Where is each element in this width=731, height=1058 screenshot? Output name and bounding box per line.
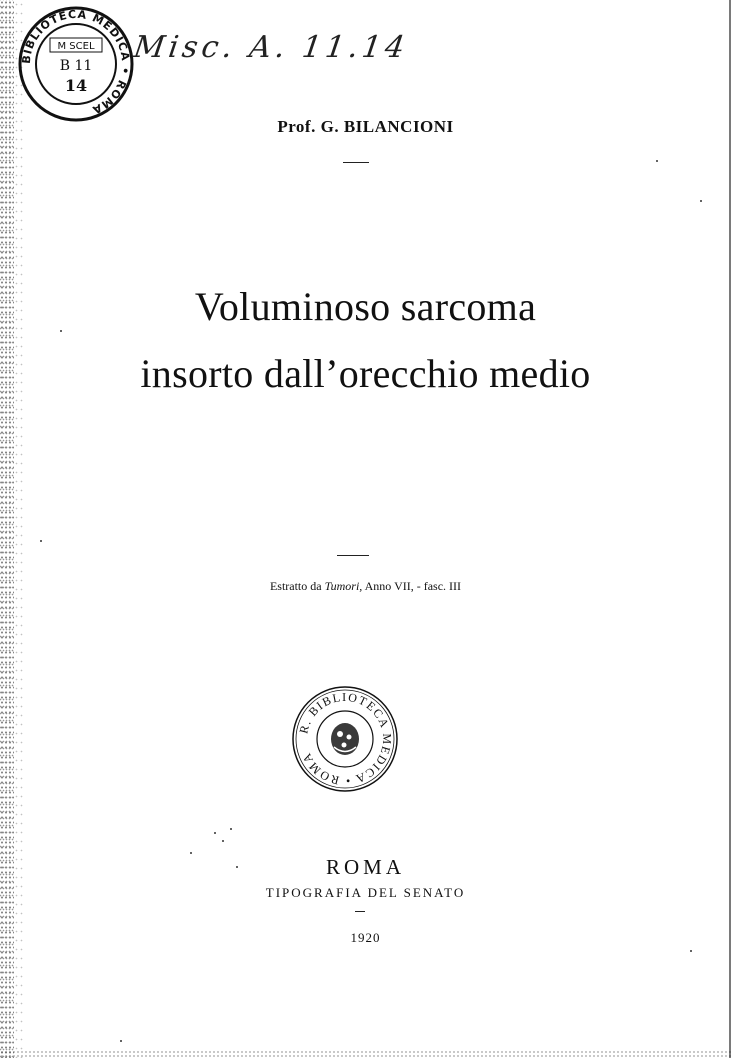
- extract-rule: [337, 555, 369, 556]
- stamp-shelf-line-3: 14: [64, 76, 88, 95]
- scan-speck: [700, 200, 702, 202]
- scan-bottom-noise: [0, 1050, 731, 1058]
- library-stamp-ring-text: BIBLIOTECA MEDICA • ROMA: [19, 7, 133, 117]
- scan-speck: [60, 330, 62, 332]
- extract-note: [0, 579, 731, 594]
- title-line-1: Voluminoso sarcoma: [194, 284, 537, 329]
- library-stamp: [16, 4, 136, 124]
- extract-suffix: Anno VII, - fasc. III: [364, 579, 462, 593]
- imprint-rule: [355, 911, 365, 912]
- scan-speck: [120, 1040, 122, 1042]
- extract-prefix: Estratto da: [269, 579, 322, 593]
- stamp-shelf-line-2: B 11: [59, 58, 93, 74]
- scan-speck: [40, 540, 42, 542]
- extract-journal: Tumori,: [324, 579, 363, 593]
- scan-speck: [214, 832, 216, 834]
- stamp-shelf-line-1: M SCEL: [57, 41, 95, 52]
- scan-speck: [236, 866, 238, 868]
- scan-speck: [190, 852, 192, 854]
- scan-speck: [690, 950, 692, 952]
- imprint-printer: TIPOGRAFIA DEL SENATO: [265, 885, 466, 900]
- title-line-2: insorto dall’orecchio medio: [140, 351, 591, 396]
- author-name: Prof. G. BILANCIONI: [277, 117, 454, 136]
- author-rule: [343, 162, 369, 163]
- seal-emblem: [331, 723, 359, 755]
- handwritten-shelfmark: Misc. A. 11.14: [131, 30, 411, 65]
- library-seal-ring-text: R. BIBLIOTECA MEDICA • ROMA: [296, 689, 395, 789]
- library-seal: [290, 684, 400, 794]
- imprint-city: ROMA: [325, 855, 405, 879]
- library-seal-icon: [290, 684, 400, 794]
- scan-speck: [222, 840, 224, 842]
- scan-speck: [230, 828, 232, 830]
- imprint-year: 1920: [350, 930, 381, 945]
- scan-speck: [656, 160, 658, 162]
